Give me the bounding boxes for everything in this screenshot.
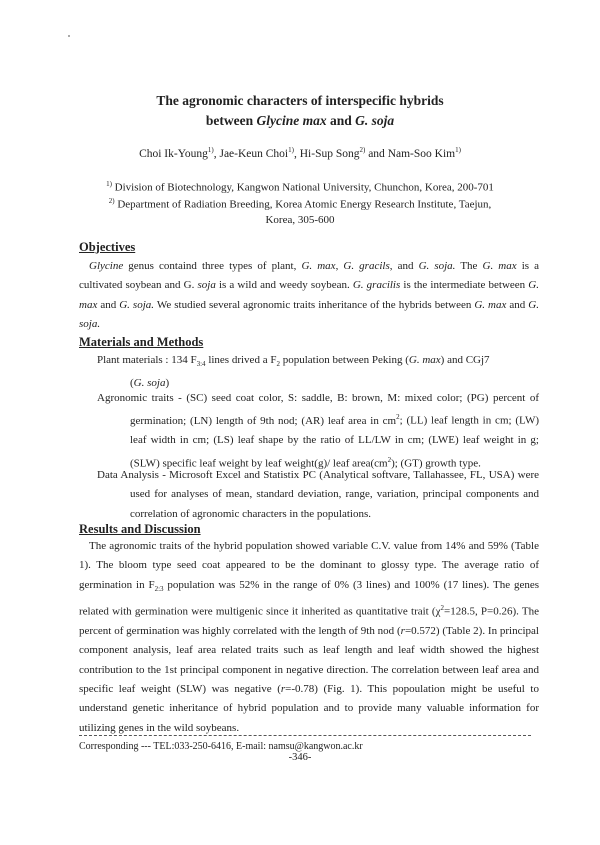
author-name: Nam-Soo Kim [387,147,456,160]
text-italic: G. soja [133,377,166,390]
text-sub: 2:3 [154,584,164,593]
footer-divider [79,735,531,736]
text-sub: 3:4 [196,360,206,369]
text: The agronomic traits of the hybrid population showed variable C.V. value from 14% and 59% (Table 1). The bloom type seed coat appeared to be the dominant to glossy type. The average ratio of germination in F [79,540,539,591]
text: Plant materials : 134 F [97,354,197,366]
text: ( [130,377,134,390]
text: ) and CGj7 [440,354,490,366]
author-sep: , [213,147,220,160]
text-italic: G. soja. [79,298,539,330]
title-prefix: between [205,113,257,128]
text: =128.5, P=0.26). The percent of germination was highly correlated with the length of 9th nod ( [79,605,539,638]
author-sup: 1) [455,146,461,154]
text: =-0.78) (Fig. 1). This popoulation might be useful to understand genetic inheritance of hybrid population and to provide many valuable information for utilizing genes in the wild soybeans. [79,682,539,734]
scan-speck [68,35,70,37]
text: , [335,260,344,272]
text-italic: G. gracilis [352,279,401,292]
affiliation-2-line-2: Korea, 305-600 [265,214,335,226]
text-italic: Glycine [89,260,124,272]
text: population was 52% in the range of 0% (3 lines) and 100% (17 lines). The genes related with germination were multigenic since it inherited as quantitative trait (χ [79,578,539,618]
text: ; (LL) leaf length in cm; (LW) leaf width in cm; (LS) leaf shape by the ratio of LL/LW in cm; (LWE) leaf weight in g; (SLW) specific leaf weight by leaf weight(g)/ leaf area(cm [130,414,539,470]
author-sup: 1) [207,146,214,154]
author-sep: , [293,147,300,160]
title-line-1: The agronomic characters of interspecific hybrids [156,93,444,108]
data-analysis-body [97,466,539,524]
text-italic: G. max [408,354,441,366]
text-italic: G. soja. [418,260,456,272]
agronomic-traits-body [97,389,539,474]
title-species-2: G. soja [355,113,395,128]
affiliation-1-text: Division of Biotechnology, Kangwon National University, Chunchon, Korea, 200-701 [111,181,494,194]
text: and [506,298,529,311]
text-sub: 2 [276,360,280,369]
text-italic: soja [197,279,216,292]
text: lines drived a F [205,354,277,366]
text: ) [165,377,170,390]
title-species-1: Glycine max [256,113,327,128]
text-italic: G. max [482,260,517,272]
data-analysis-item [97,466,539,524]
author-sep: and [365,147,388,160]
text: genus containd three types of plant, [123,260,302,272]
text-italic: r [400,625,405,638]
author-sup: 2) [359,146,366,154]
text-sup: 2 [440,604,444,613]
text: =0.572) (Table 2). In principal component analysis, leaf area related traits such as leaf length and leaf width showed the highest contribution to the 1st principal component in negative direction. The correlation between leaf area and specific leaf weight (SLW) was negative ( [79,625,539,695]
text-italic: G. max [301,260,336,272]
text-sup: 2 [387,455,392,464]
text: is the intermediate between [400,279,529,292]
text: ); (GT) growth type. [391,457,481,470]
text: population between Peking ( [279,354,409,366]
objectives-paragraph [79,257,539,334]
title-mid: and [326,113,356,128]
text: Agronomic traits - (SC) seed coat color, S: saddle, B: brown, M: mixed color; (PG) percent of germination; (LN) length of 9th nod; (AR) leaf area in cm [97,392,539,427]
results-paragraph [79,537,539,738]
objectives-heading: Objectives [79,240,136,254]
affiliation-2-sup: 2) [108,197,115,205]
text: and [97,298,120,311]
affiliation-1-sup: 1) [106,180,112,188]
author-name: Hi-Sup Song [299,147,360,160]
text-italic: G. max [79,279,539,311]
text: , and [389,260,419,272]
affiliation-2 [0,197,600,211]
text: Data Analysis - Microsoft Excel and Statistix PC (Analytical softvare, Tallahassee, FL, USA) were used for analyses of mean, standard deviation, range, variation, principal components and correlation of agronomic characters in the populations. [97,469,539,520]
authors-line [0,146,600,160]
text-italic: G. max [474,298,507,311]
corresponding-info: Corresponding --- TEL:033-250-6416, E-mail: namsu@kangwon.ac.kr [79,741,363,752]
author-sup: 1) [288,146,294,154]
methods-heading: Materials and Methods [79,335,204,349]
page-number: -346- [288,752,312,763]
text: is a wild and weedy soybean. [215,279,353,292]
author-name: Choi Ik-Young [139,147,208,160]
text-italic: r [280,682,286,695]
text-italic: G. soja. [119,298,155,311]
affiliation-2-text: Department of Radiation Breeding, Korea Atomic Energy Research Institute, Taejun, [114,198,492,211]
text: We studied several agronomic traits inheritance of the hybrids between [154,298,475,311]
text: The [455,260,483,272]
text: is a cultivated soybean and G. [79,260,540,292]
text-sup: 2 [396,413,400,422]
results-heading: Results and Discussion [79,522,201,536]
agronomic-traits-item [97,389,539,474]
author-name: Jae-Keun Choi [219,147,289,160]
affiliation-1 [0,180,600,194]
text-italic: G. gracils [343,260,390,272]
title-line-2 [0,113,600,129]
plant-materials-item [97,351,539,394]
